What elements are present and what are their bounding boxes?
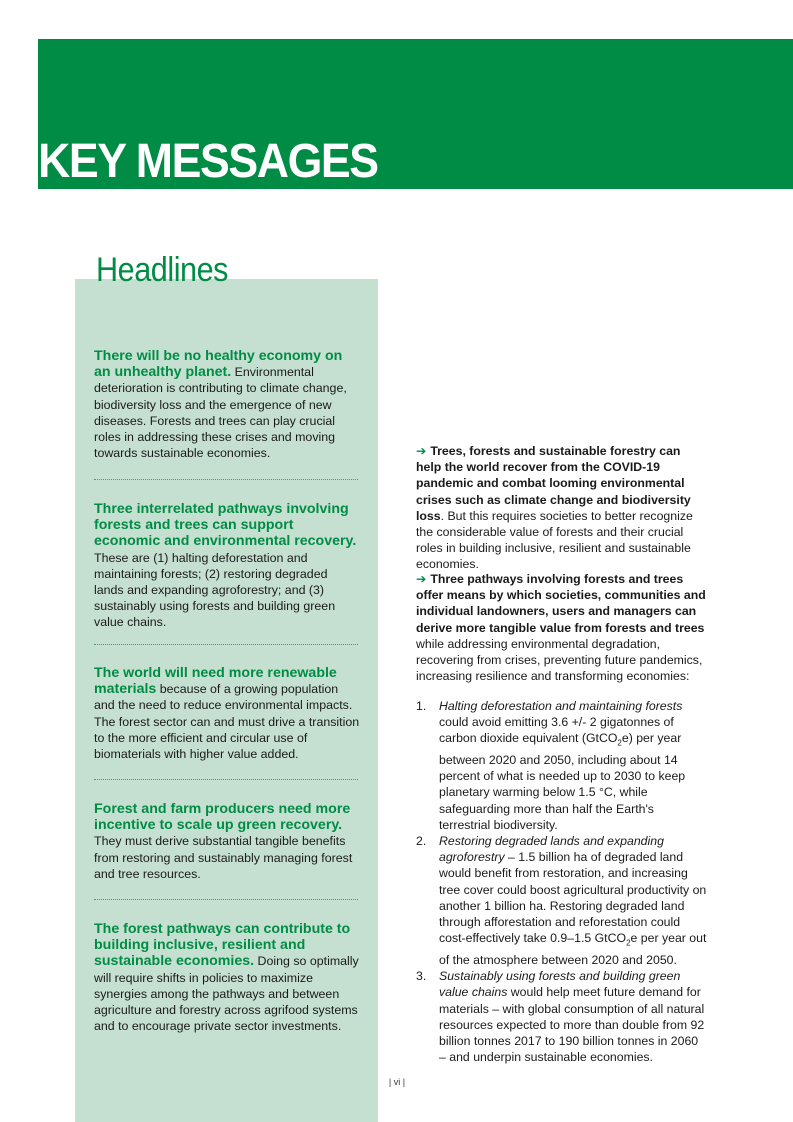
headline-body: These are (1) halting deforestation and maintaining forests; (2) restoring degraded lands and expanding agroforestry; and (3) sustainably using forests and building green value chains. [94,550,336,630]
list-item-title: Sustainably using forests and building green value chains [439,969,681,1000]
headline-item [94,801,360,882]
list-item-text: could avoid emitting 3.6 +/- 2 gigatonnes of carbon dioxide equivalent (GtCO [439,715,674,746]
page-title: KEY MESSAGES [38,135,378,188]
headline-body: Doing so optimally will require shifts in policies to maximize synergies among the pathways and between agriculture and forestry across agrifood systems and to encourage private sector investments. [94,954,359,1034]
page-number: | vi | [388,1077,406,1087]
headline-item [94,348,360,461]
key-message-paragraph [416,571,708,684]
list-item-title: Halting deforestation and maintaining forests [439,699,683,713]
headline-item [94,921,360,1034]
list-item-title: Restoring degraded lands and expanding agroforestry [439,834,664,865]
headlines-title: Headlines [96,251,229,289]
list-item-text: e per year out of the atmosphere between 2020 and 2050. [439,931,707,967]
divider [94,479,358,480]
divider [94,899,358,900]
list-item [416,833,708,968]
key-message-bold: Three pathways involving forests and trees offer means by which societies, communities and individual landowners, users and managers can derive more tangible value from forests and trees [416,572,706,635]
list-number: 2. [416,834,427,849]
key-message-bold: Trees, forests and sustainable forestry can help the world recover from the COVID-19 pandemic and combat looming environmental crises such as climate change and biodiversity loss [416,444,691,523]
headline-lead: The forest pathways can contribute to building inclusive, resilient and sustainable economies. [94,921,351,970]
headline-item [94,665,360,762]
divider [94,779,358,780]
arrow-right-icon: ➔ [416,444,427,458]
headline-body: because of a growing population and the need to reduce environmental impacts. The forest sector can and must drive a transition to the more efficient and circular use of biomaterials with higher value added. [94,682,360,762]
arrow-right-icon: ➔ [416,572,427,586]
list-item [416,698,708,833]
subscript: 2 [617,738,622,748]
list-number: 1. [416,699,427,713]
key-message-paragraph [416,443,708,573]
list-item-text: – 1.5 billion ha of degraded land would benefit from restoration, and increasing tree cover could boost agricultural productivity on another 1 billion ha. Restoring degraded land through afforestation and reforestation could cost-effectively take 0.9–1.5 GtCO [439,850,707,946]
pathways-list [416,698,708,1065]
headline-lead: The world will need more renewable materials [94,665,337,698]
divider [94,644,358,645]
list-number: 3. [416,969,427,984]
headline-lead: Three interrelated pathways involving forests and trees can support economic and environmental recovery. [94,501,357,550]
headline-body: Environmental deterioration is contributing to climate change, biodiversity loss and the emergence of new diseases. Forests and trees can play crucial roles in addressing these crises and moving towards sustainable economies. [94,365,347,461]
list-item-text: e) per year between 2020 and 2050, including about 14 percent of what is needed up to 2030 to keep planetary warming below 1.5 °C, while safeguarding more than half the Earth's terrestrial biodiversity. [439,731,686,832]
subscript: 2 [626,938,631,948]
list-item [416,968,708,1065]
headline-item [94,501,360,631]
headline-lead: There will be no healthy economy on an unhealthy planet. [94,348,343,381]
key-message-text: . But this requires societies to better recognize the considerable value of forests and their crucial roles in building inclusive, resilient and sustainable economies. [416,508,693,572]
list-item-text: would help meet future demand for materials – with global consumption of all natural resources expected to more than double from 92 billion tonnes 2017 to 190 billion tonnes in 2060 – and underpin sustainable economies. [439,985,705,1065]
key-message-text: while addressing environmental degradation, recovering from crises, preventing future pandemics, increasing resilience and transforming economies: [416,636,703,684]
headline-lead: Forest and farm producers need more incentive to scale up green recovery. [94,801,351,834]
headline-body: They must derive substantial tangible benefits from restoring and sustainably managing forest and tree resources. [94,834,353,881]
